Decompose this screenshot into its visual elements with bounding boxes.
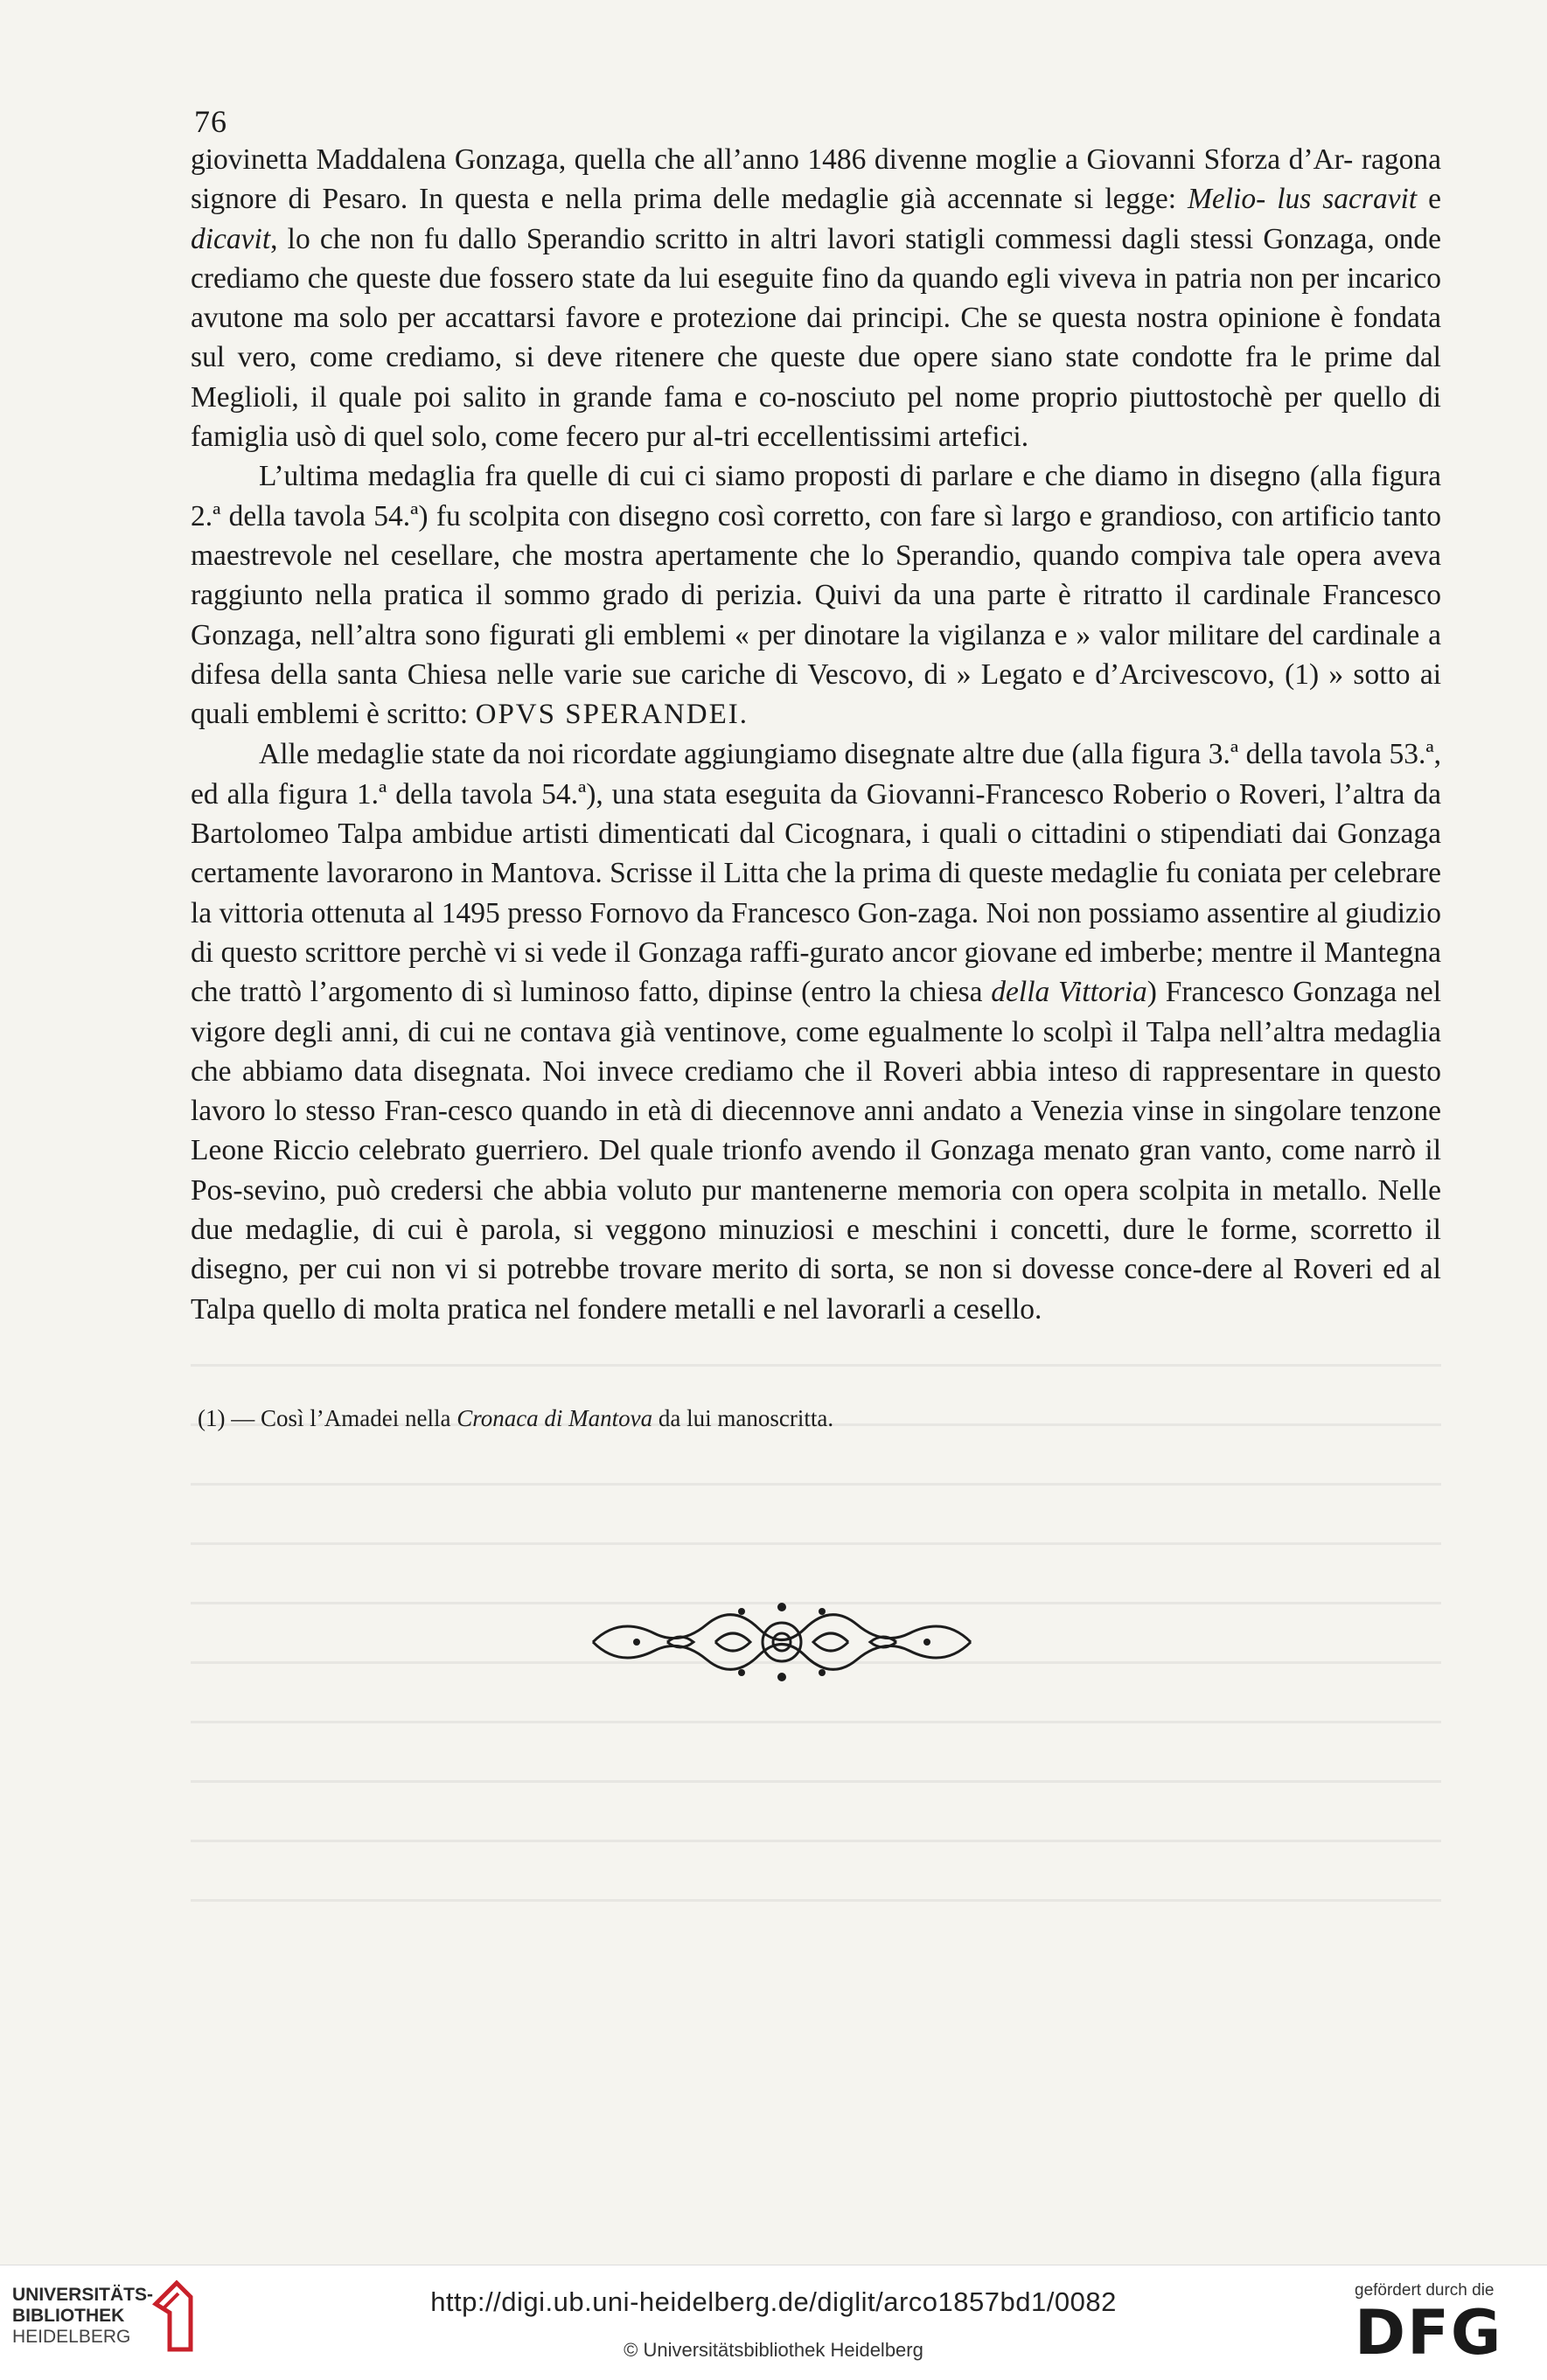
footnote: (1) — Così l’Amadei nella Cronaca di Mantova da lui manoscritta. — [198, 1405, 834, 1431]
paragraph-2: L’ultima medaglia fra quelle di cui ci siamo proposti di parlare e che diamo in disegno (alla figura 2.ª della tavola 54.ª) fu scolpita con disegno così corretto, con fare sì largo e grandioso, con artificio tanto maestrevole nel cesellare, che mostra apertamente che lo Sperandio, quando compiva tale opera aveva raggiunto nella pratica il sommo grado di perizia. Quivi da una parte è ritratto il cardinale Francesco Gonzaga, nell’altra sono figurati gli emblemi « per dinotare la vigilanza e » valor militare del cardinale a difesa della santa Chiesa nelle varie sue cariche di Vescovo, di » Legato e d’Arcivescovo, (1) » sotto ai quali emblemi è scritto: OPVS SPERANDEI. — [191, 460, 1441, 731]
university-library-logo[interactable]: UNIVERSITÄTS- BIBLIOTHEK HEIDELBERG — [12, 2285, 154, 2347]
copyright-text: © Universitätsbibliothek Heidelberg — [624, 2339, 923, 2361]
page-number: 76 — [194, 104, 227, 139]
body-text — [191, 140, 1441, 1329]
paragraph-1: giovinetta Maddalena Gonzaga, quella che all’anno 1486 divenne moglie a Giovanni Sforza d’Ar- ragona signore di Pesaro. In questa e nella prima delle medaglie già accennate si legge: Melio- lus sacravit e dicavit, lo che non fu dallo Sperandio scritto in altri lavori statigli commessi dagli stessi Gonzaga, onde crediamo che queste due fossero state da lui eseguite fino da quando egli viveva in patria non per incarico avutone ma solo per accattarsi favore e protezione dai principi. Che se questa nostra opinione è fondata sul vero, come crediamo, si deve ritenere che queste due opere siano state condotte fra le prime dal Meglioli, il quale poi salito in grande fama e co-nosciuto pel nome proprio piuttostochè per quello di famiglia usò di quel solo, come fecero pur al-tri eccellentissimi artefici. — [191, 143, 1441, 454]
footer-bar — [0, 2265, 1547, 2380]
permalink-url[interactable]: http://digi.ub.uni-heidelberg.de/diglit/arco1857bd1/0082 — [430, 2286, 1117, 2317]
paragraph-3: Alle medaglie state da noi ricordate aggiungiamo disegnate altre due (alla figura 3.ª della tavola 53.ª, ed alla figura 1.ª della tavola 54.ª), una stata eseguita da Giovanni-Francesco Roberio o Roveri, l’altra da Bartolomeo Talpa ambidue artisti dimenticati dal Cicognara, i quali o cittadini o stipendiati dai Gonzaga certamente lavorarono in Mantova. Scrisse il Litta che la prima di queste medaglie fu coniata per celebrare la vittoria ottenuta al 1495 presso Fornovo da Francesco Gon-zaga. Noi non possiamo assentire al giudizio di questo scrittore perchè vi si vede il Gonzaga raffi-gurato ancor giovane ed imberbe; mentre il Mantegna che trattò l’argomento di sì luminoso fatto, dipinse (entro la chiesa della Vittoria) Francesco Gonzaga nel vigore degli anni, di cui ne contava già ventinove, come egualmente lo scolpì il Talpa nell’altra medaglia che abbiamo data disegnata. Noi invece crediamo che il Roveri abbia inteso di rappresentare in questo lavoro lo stesso Fran-cesco quando in età di diecennove anni andato a Venezia vinse in singolare tenzone Leone Riccio celebrato guerriero. Del quale trionfo avendo il Gonzaga menato gran vanto, come narrò il Pos-sevino, può credersi che abbia voluto pur mantenerne memoria con opera scolpita in metallo. Nelle due medaglie, di cui è parola, si veggono minuziosi e meschini i concetti, dure le forme, scorretto il disegno, per cui non vi si potrebbe trovare merito di sorta, se non si dovesse conce-dere al Roveri ed al Talpa quello di molta pratica nel fondere metalli e nel lavorarli a cesello. — [191, 738, 1441, 1326]
dfg-logo[interactable]: gefördert durch die DFG — [1355, 2281, 1503, 2369]
inscription-text: OPVS SPERANDEI. — [475, 699, 749, 731]
decorative-ornament-icon — [584, 1590, 979, 1695]
